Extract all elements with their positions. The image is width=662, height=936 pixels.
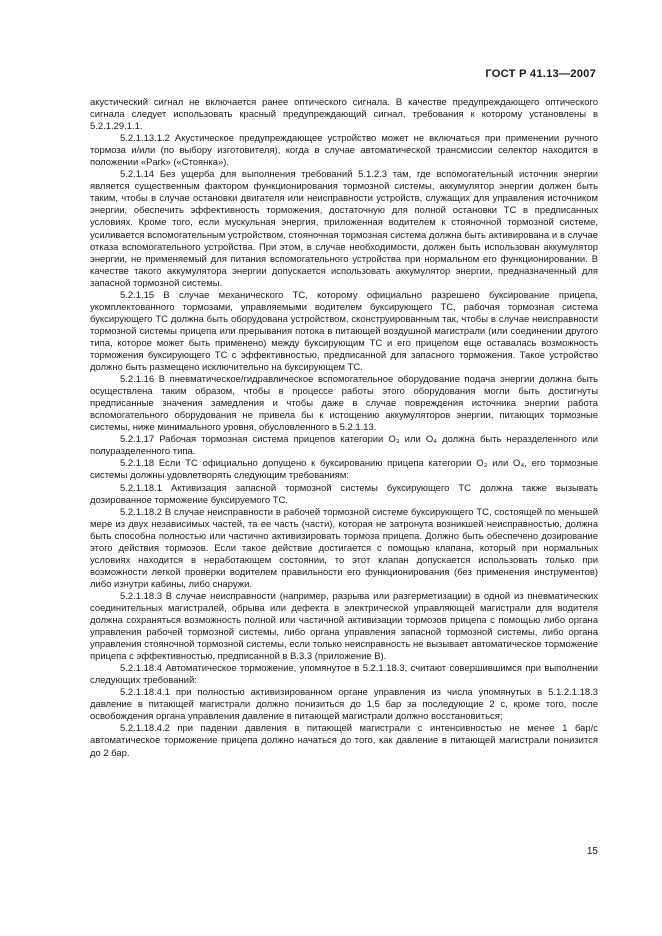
document-code-header: ГОСТ Р 41.13—2007 xyxy=(485,68,596,80)
paragraph-5-2-1-18-4-1: 5.2.1.18.4.1 при полностью активизированном органе управления из числа упомянутых в 5.1.2.1.18.3 давление в питающей магистрали должно понизиться до 1,5 бар за последующие 2 с, кроме того, после освобождения органа управления давление в питающей магистрали должно восстановиться; xyxy=(90,687,598,723)
paragraph-5-2-1-13-1-2: 5.2.1.13.1.2 Акустическое предупреждающее устройство может не включаться при применении ручного тормоза и/или (по выбору изготовителя), когда в случае автоматической трансмиссии селектор находится в положении «Park» («Стоянка»). xyxy=(90,133,598,169)
page-number: 15 xyxy=(586,846,598,857)
body-text xyxy=(90,97,598,760)
paragraph-5-2-1-18-4: 5.2.1.18.4 Автоматическое торможение, упомянутое в 5.2.1.18.3, считают совершившимся при выполнении следующих требований: xyxy=(90,663,598,687)
paragraph-5-2-1-17: 5.2.1.17 Рабочая тормозная система прицепов категории O₃ или O₄ должна быть неразделенного или полуразделенного типа. xyxy=(90,434,598,458)
paragraph-continuation: акустический сигнал не включается ранее оптического сигнала. В качестве предупреждающего оптического сигнала следует использовать красный предупреждающий сигнал, требования к которому установлены в 5.2.1.29.1.1. xyxy=(90,97,598,133)
paragraph-5-2-1-18-1: 5.2.1.18.1 Активизация запасной тормозной системы буксирующего ТС должна также вызывать дозированное торможение буксируемого ТС. xyxy=(90,482,598,506)
paragraph-5-2-1-18-2: 5.2.1.18.2 В случае неисправности в рабочей тормозной системе буксирующего ТС, состоящей по меньшей мере из двух независимых частей, та ее часть (части), которая не затронута возникшей неисправностью, должна быть способна полностью или частично активизировать тормоза прицепа. Должно быть обеспечено дозирование этого действия тормозов. Если такое действие достигается с помощью клапана, который при нормальных условиях находится в неработающем состоянии, то этот клапан допускается использовать только при возможности легкой проверки водителем правильности его функционирования (без применения инструментов) либо изнутри кабины, либо снаружи. xyxy=(90,506,598,590)
paragraph-5-2-1-18: 5.2.1.18 Если ТС официально допущено к буксированию прицепа категории O₃ или O₄, его тормозные системы должны удовлетворять следующим требованиям: xyxy=(90,458,598,482)
paragraph-5-2-1-14: 5.2.1.14 Без ущерба для выполнения требований 5.1.2.3 там, где вспомогательный источник энергии является существенным фактором функционирования тормозной системы, аккумулятор энергии должен быть таким, чтобы в случае остановки двигателя или неисправности устройств, служащих для управления источником энергии, обеспечить эффективность торможения, достаточную для полной остановки ТС в предписанных условиях. Кроме того, если мускульная энергия, приложенная водителем к стояночной тормозной системе, усиливается вспомогательным устройством, стояночная тормозная система должна быть активирована и в случае отказа вспомогательного устройства. При этом, в случае необходимости, должен быть использован аккумулятор энергии, не применяемый для питания вспомогательного устройства при нормальном его функционировании. В качестве такого аккумулятора энергии допускается использовать аккумулятор энергии, предназначенный для запасной тормозной системы. xyxy=(90,169,598,289)
paragraph-5-2-1-18-4-2: 5.2.1.18.4.2 при падении давления в питающей магистрали с интенсивностью не менее 1 бар/с автоматическое торможение прицепа должно начаться до того, как давление в питающей магистрали понизится до 2 бар. xyxy=(90,723,598,759)
paragraph-5-2-1-16: 5.2.1.16 В пневматическое/гидравлическое вспомогательное оборудование подача энергии должна быть осуществлена таким образом, чтобы в процессе работы этого оборудования могли быть достигнуты предписанные значения замедления и чтобы даже в случае повреждения источника энергии работа вспомогательного оборудования не привела бы к истощению аккумуляторов энергии, питающих тормозные системы, ниже минимального уровня, обусловленного в 5.2.1.13. xyxy=(90,374,598,434)
paragraph-5-2-1-15: 5.2.1.15 В случае механического ТС, которому официально разрешено буксирование прицепа, укомплектованного тормозами, управляемыми водителем буксирующего ТС, рабочая тормозная система буксирующего ТС должна быть оборудована устройством, сконструированным так, чтобы в случае неисправности тормозной системы прицепа или прерывания потока в питающей воздушной магистрали (или соединении другого типа, которое может быть применено) между буксирующим ТС и его прицепом еще оставалась возможность торможения буксирующего ТС с эффективностью, предписанной для запасного торможения. Такое устройство должно быть размещено исключительно на буксирующем ТС. xyxy=(90,289,598,374)
paragraph-5-2-1-18-3: 5.2.1.18.3 В случае неисправности (например, разрыва или разгерметизации) в одной из пневматических соединительных магистралей, обрыва или дефекта в электрической управляющей магистрали для водителя должна сохраняться возможность полной или частичной активизации тормозов прицепа с помощью либо органа управления рабочей тормозной системы, либо органа управления запасной тормозной системы, либо органа управления стояночной тормозной системы, если только неисправность не вызывает автоматическое торможение прицепа с эффективностью, предписанной в В.3.3 (приложение В). xyxy=(90,590,598,663)
